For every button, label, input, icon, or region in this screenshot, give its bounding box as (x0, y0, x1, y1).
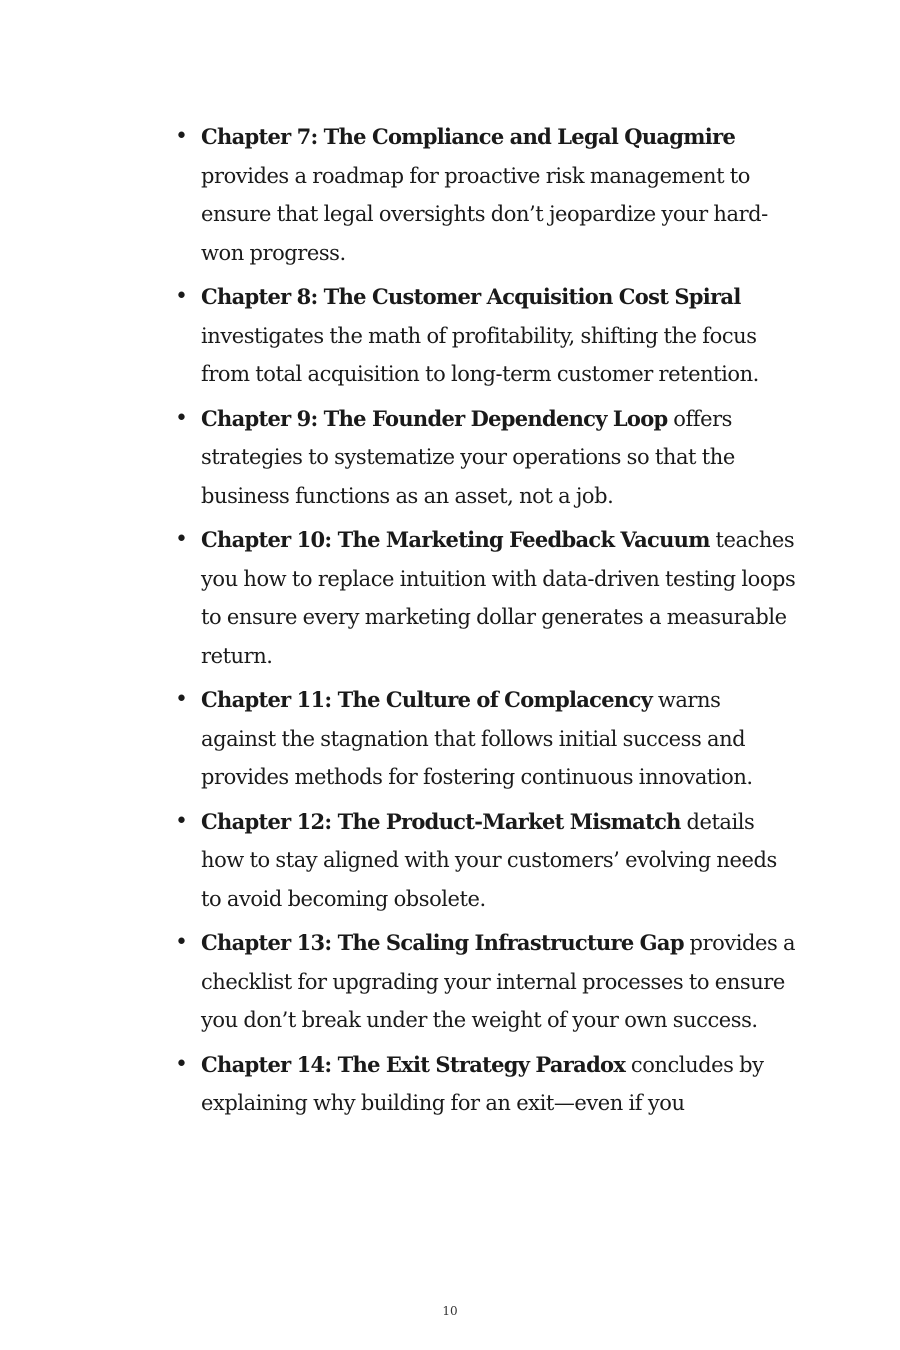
bullet-icon: • (175, 284, 188, 309)
chapter-description: offers strategies to systematize your operations so that the business functions as an asset, not a job. (201, 406, 735, 508)
bullet-icon: • (175, 405, 188, 431)
chapter-item-8 (175, 278, 799, 394)
chapter-description: warns against the stagnation that follows initial success and provides methods for fostering continuous innovation. (201, 688, 753, 789)
page-number: 10 (442, 1304, 458, 1318)
chapter-title: Chapter 14: The Exit Strategy Paradox (201, 1051, 626, 1077)
chapter-item-10 (175, 521, 799, 675)
chapter-list (175, 118, 799, 1129)
chapter-title: Chapter 11: The Culture of Complacency (201, 687, 653, 712)
chapter-item-12 (175, 803, 799, 919)
bullet-icon: • (175, 808, 188, 834)
bullet-icon: • (175, 527, 188, 552)
chapter-description: concludes by explaining why building for an exit—even if you (201, 1052, 764, 1115)
chapter-title: Chapter 8: The Customer Acquisition Cost Spiral (201, 284, 741, 309)
chapter-description: details how to stay aligned with your customers’ evolving needs to avoid becoming obsolete. (201, 809, 777, 911)
bullet-icon: • (175, 930, 188, 955)
chapter-item-14 (175, 1046, 799, 1123)
chapter-item-13 (175, 924, 799, 1040)
chapter-title: Chapter 10: The Marketing Feedback Vacuum (201, 527, 710, 552)
chapter-item-7 (175, 118, 799, 272)
chapter-description: teaches you how to replace intuition with data-driven testing loops to ensure every marketing dollar generates a measurable return. (201, 528, 796, 668)
chapter-description: provides a checklist for upgrading your internal processes to ensure you don’t break under the weight of your own success. (201, 931, 796, 1032)
chapter-description: provides a roadmap for proactive risk management to ensure that legal oversights don’t jeopardize your hard-won progress. (201, 163, 768, 265)
bullet-icon: • (175, 1051, 188, 1077)
bullet-icon: • (175, 124, 188, 149)
chapter-title: Chapter 12: The Product-Market Mismatch (201, 808, 681, 834)
chapter-description: investigates the math of profitability, shifting the focus from total acquisition to long-term customer retention. (201, 323, 759, 386)
chapter-title: Chapter 7: The Compliance and Legal Quagmire (201, 124, 736, 149)
chapter-item-9 (175, 400, 799, 516)
bullet-icon: • (175, 687, 188, 712)
chapter-item-11 (175, 681, 799, 797)
chapter-title: Chapter 13: The Scaling Infrastructure Gap (201, 930, 684, 955)
chapter-title: Chapter 9: The Founder Dependency Loop (201, 405, 668, 431)
